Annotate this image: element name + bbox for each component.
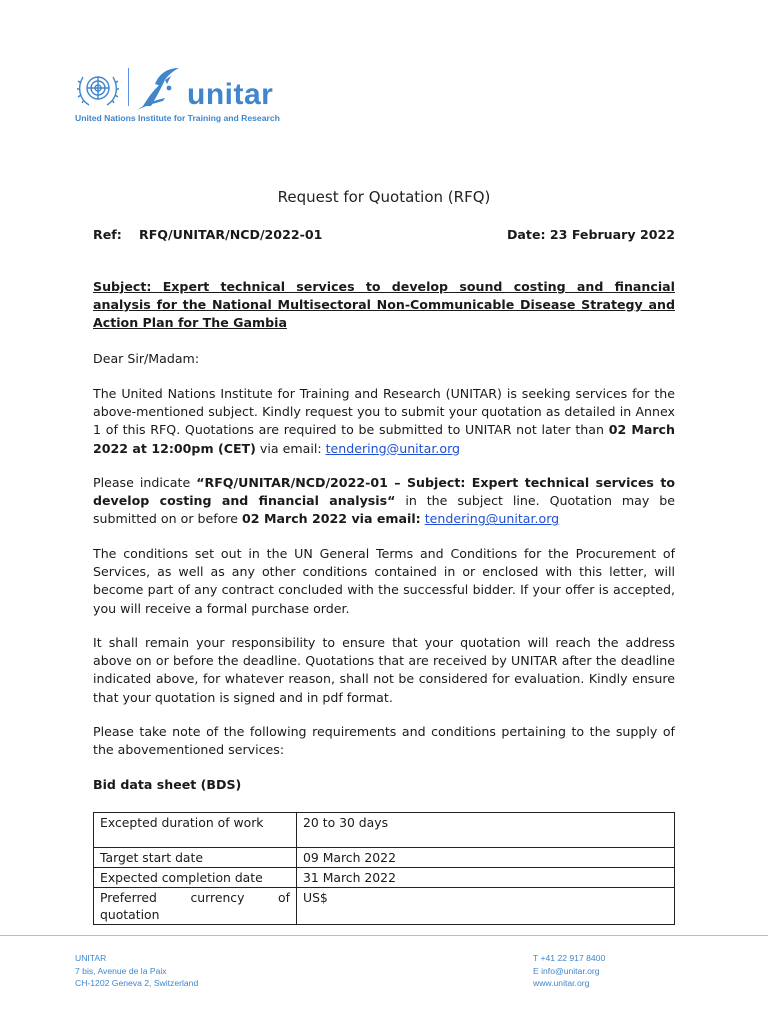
p2-mid: in the subject line. Quotation may be submitted on or before [93, 493, 675, 527]
paragraph-subject-line [93, 474, 675, 529]
paragraph-intro [93, 385, 675, 458]
currency-label-line1 [100, 889, 290, 906]
paragraph-responsibility: It shall remain your responsibility to ensure that your quotation will reach the address above on or before the deadline. Quotations that are received by UNITAR after the deadline indicated above, for whatever reason, shall not be considered for evaluation. Kindly ensure that your quotation is signed and in pdf format. [93, 635, 675, 705]
subject-label: Subject: [93, 279, 152, 294]
tendering-email-link-2[interactable]: tendering@unitar.org [424, 511, 560, 527]
bid-data-sheet-table [93, 812, 675, 925]
subject-text: Expert technical services to develop sound costing and financial analysis for the National Multisectoral Non-Communicable Disease Strategy and Action Plan for The Gambia [93, 279, 675, 331]
ref-value: RFQ/UNITAR/NCD/2022-01 [139, 227, 323, 242]
footer-contact [533, 952, 605, 990]
table-row [94, 888, 675, 925]
currency-word: Preferred [100, 890, 157, 905]
table-row [94, 868, 675, 888]
table-cell-label: Excepted duration of work [94, 813, 297, 848]
table-cell-label: Target start date [94, 848, 297, 868]
bds-title: Bid data sheet (BDS) [93, 777, 242, 792]
table-row [94, 848, 675, 868]
p1-after: via email: [255, 440, 326, 456]
table-cell-value: 31 March 2022 [297, 868, 675, 888]
reference [93, 227, 322, 242]
table-cell-value: 09 March 2022 [297, 848, 675, 868]
logo-tagline: United Nations Institute for Training and Research [75, 113, 280, 123]
tendering-email-link[interactable]: tendering@unitar.org [325, 440, 461, 456]
currency-label-line2: quotation [100, 907, 160, 922]
un-emblem-icon [75, 69, 121, 109]
footer-org: UNITAR [75, 953, 107, 963]
ref-label: Ref: [93, 227, 122, 242]
salutation: Dear Sir/Madam: [93, 351, 200, 366]
table-cell-label [94, 888, 297, 925]
currency-word: of [278, 890, 290, 905]
logo-divider [128, 68, 129, 106]
footer-divider [0, 935, 768, 936]
unitar-logo [75, 66, 295, 126]
table-cell-value: 20 to 30 days [297, 813, 675, 848]
paragraph-requirements: Please take note of the following requirements and conditions pertaining to the supply of the abovementioned services: [93, 724, 675, 758]
p2-subject-line: “RFQ/UNITAR/NCD/2022-01 – Subject: Expert technical services to develop costing and financial analysis“ [93, 475, 675, 509]
p1-deadline: 02 March 2022 at 12:00pm (CET) [93, 422, 675, 456]
footer-address-line2: CH-1202 Geneva 2, Switzerland [75, 978, 199, 988]
table-row [94, 813, 675, 848]
table-cell-value: US$ [297, 888, 675, 925]
footer-web: www.unitar.org [533, 978, 590, 988]
footer-address [75, 952, 198, 990]
p1-text: The United Nations Institute for Training and Research (UNITAR) is seeking services for the above-mentioned subject. Kindly request you to submit your quotation as detailed in Annex 1 of this RFQ. Quotations are required to be submitted to UNITAR not later than [93, 386, 675, 438]
footer-phone: T +41 22 917 8400 [533, 953, 606, 963]
pelican-icon [135, 66, 187, 110]
table-cell-label: Expected completion date [94, 868, 297, 888]
paragraph-conditions: The conditions set out in the UN General Terms and Conditions for the Procurement of Services, as well as any other conditions contained in or enclosed with this letter, will become part of any contract concluded with the successful bidder. If your offer is accepted, you will receive a formal purchase order. [93, 546, 675, 616]
footer-email: E info@unitar.org [533, 965, 600, 976]
p2-deadline: 02 March 2022 via email: [242, 511, 421, 527]
p2-before: Please indicate [93, 475, 197, 490]
subject [93, 278, 675, 333]
footer-address-line1: 7 bis, Avenue de la Paix [75, 965, 167, 976]
currency-word: currency [190, 890, 245, 905]
logo-wordmark: unitar [187, 78, 274, 111]
document-title: Request for Quotation (RFQ) [277, 188, 491, 206]
document-date: Date: 23 February 2022 [506, 227, 675, 242]
